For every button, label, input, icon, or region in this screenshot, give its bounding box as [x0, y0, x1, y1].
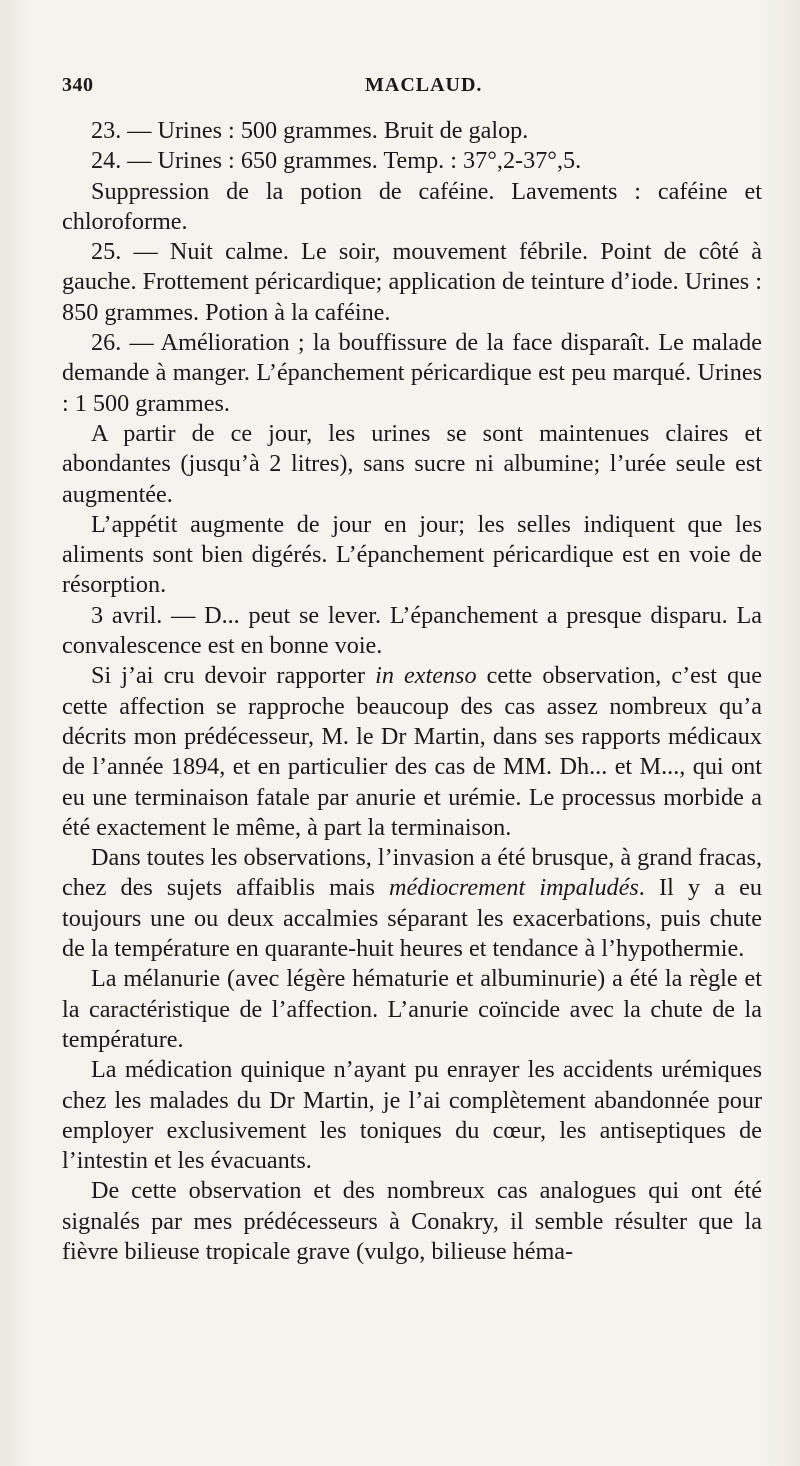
paragraph-urines: A partir de ce jour, les urines se sont maintenues claires et abondantes (jusqu’à 2 litres), sans sucre ni albumine; l’urée seule est augmentée. — [62, 419, 762, 508]
italic-text: in extenso — [375, 662, 477, 690]
paragraph-invasion — [62, 843, 762, 964]
paragraph-conclusion: De cette observation et des nombreux cas analogues qui ont été signalés par mes prédécesseurs à Conakry, il semble résulter que la fièvre bilieuse tropicale grave (vulgo, bilieuse héma- — [62, 1177, 762, 1265]
text-run: . Il y a eu toujours une ou deux accalmies séparant les exacerbations, puis chute de la température en quarante-huit heures et tendance à l’hypothermie. — [62, 874, 762, 963]
page-number: 340 — [62, 74, 94, 96]
body-text — [62, 116, 762, 1267]
running-head: MACLAUD. — [365, 74, 483, 96]
paragraph-day-23: 23. — Urines : 500 grammes. Bruit de galop. — [91, 117, 529, 144]
paragraph-medication: La médication quinique n’ayant pu enrayer les accidents urémiques chez les malades du Dr Martin, je l’ai complètement abandonnée pour employer exclusivement les toniques du cœur, les antiseptiques de l’intestin et les évacuants. — [62, 1056, 762, 1175]
page-header — [62, 74, 762, 104]
paragraph-day-26: 26. — Amélioration ; la bouffissure de la face disparaît. Le malade demande à manger. L’épanchement péricardique est peu marqué. Urines : 1 500 grammes. — [62, 329, 762, 417]
text-run: Dans toutes les observations, l’invasion a été brusque, à grand fracas, chez des sujets affaiblis mais — [62, 844, 763, 902]
text-run: Si j’ai cru devoir rapporter — [91, 662, 376, 690]
paragraph-observation — [62, 661, 762, 843]
paragraph-melanurie: La mélanurie (avec légère hématurie et albuminurie) a été la règle et la caractéristique de l’affection. L’anurie coïncide avec la chute de la température. — [62, 965, 762, 1053]
paragraph-suppression: Suppression de la potion de caféine. Lavements : caféine et chloroforme. — [62, 177, 762, 235]
paragraph-day-25: 25. — Nuit calme. Le soir, mouvement fébrile. Point de côté à gauche. Frottement péricardique; application de teinture d’iode. Urines : 850 grammes. Potion à la caféine. — [62, 238, 762, 326]
italic-text: médiocrement impaludés — [389, 874, 639, 902]
paragraph-day-24: 24. — Urines : 650 grammes. Temp. : 37°,2-37°,5. — [91, 147, 582, 175]
text-run: cette observation, c’est que cette affection se rapproche beaucoup des cas assez nombreux qu’a décrits mon prédécesseur, M. le Dr Martin, dans ses rapports médicaux de l’année 1894, et en particulier des cas de MM. Dh... et M..., qui ont eu une terminaison fatale par anurie et urémie. Le processus morbide a été exactement le même, à part la terminaison. — [62, 662, 763, 841]
paragraph-3-avril: 3 avril. — D... peut se lever. L’épanchement a presque disparu. La convalescence est en bonne voie. — [62, 601, 762, 660]
paragraph-appetit: L’appétit augmente de jour en jour; les selles indiquent que les aliments sont bien digérés. L’épanchement péricardique est en voie de résorption. — [62, 510, 762, 599]
